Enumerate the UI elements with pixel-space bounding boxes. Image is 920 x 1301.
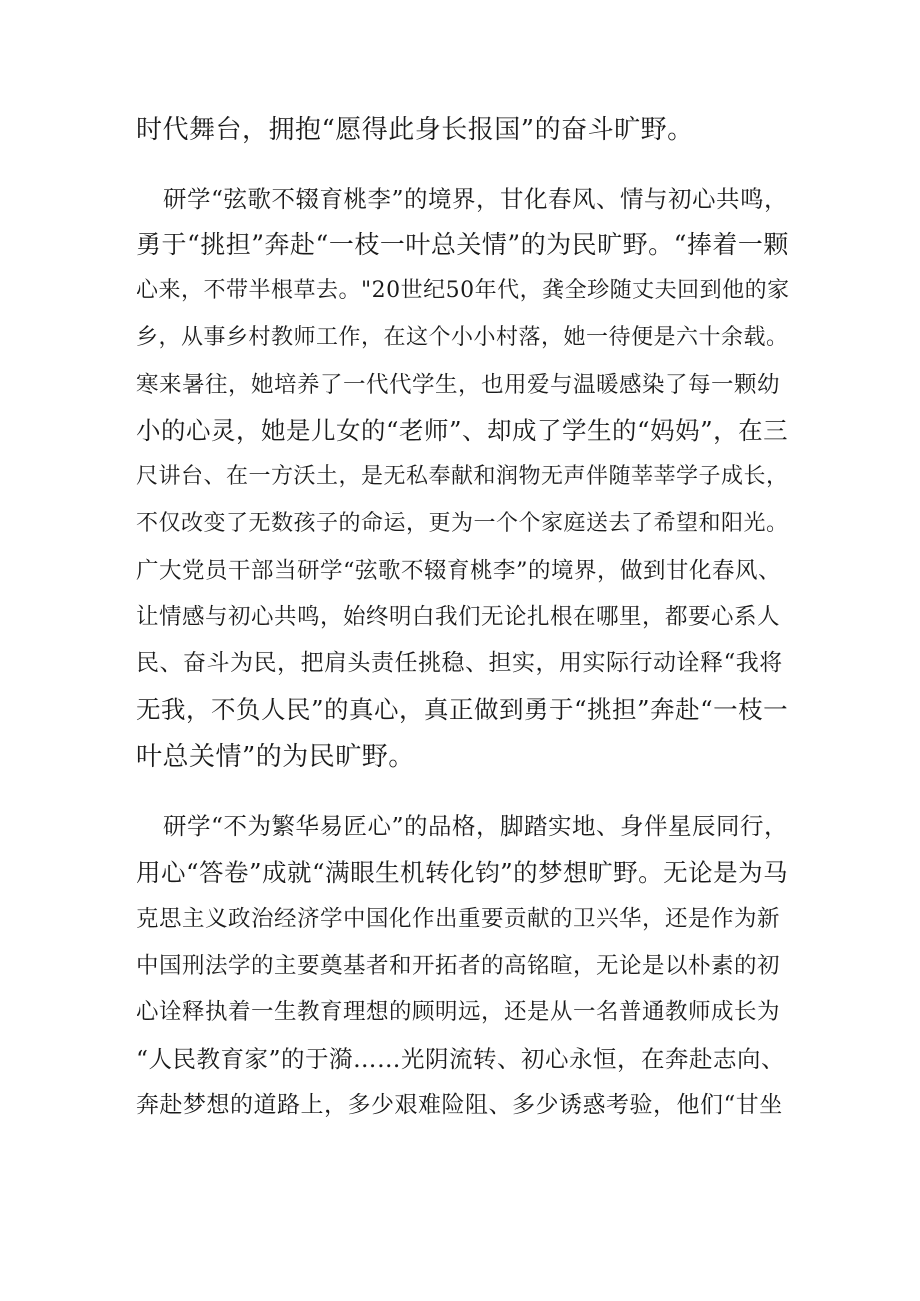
text-line: 民、奋斗为民，把肩头责任挑稳、担实，用实际行动诠释“我将 xyxy=(136,650,783,676)
text-line: 心来，不带半根草去。"20世纪50年代，龚全珍随丈夫回到他的家 xyxy=(136,278,790,303)
text-line: “人民教育家”的于漪……光阴流转、初心永恒，在奔赴志向、 xyxy=(136,1045,786,1073)
text-line: 寒来暑往，她培养了一代代学生，也用爱与温暖感染了每一颗幼 xyxy=(136,372,781,398)
text-line: 小的心灵，她是儿女的“老师”、却成了学生的“妈妈”，在三 xyxy=(136,416,789,445)
paragraph-first-line: 研学“弦歌不辍育桃李”的境界，甘化春风、情与初心共鸣， xyxy=(163,185,789,213)
text-line: 叶总关情”的为民旷野。 xyxy=(136,742,415,772)
text-line: 奔赴梦想的道路上，多少艰难险阻、多少诱惑考验，他们“甘坐 xyxy=(136,1092,783,1118)
text-line: 心诠释执着一生教育理想的顾明远，还是从一名普通教师成长为 xyxy=(136,999,781,1025)
text-line: 广大党员干部当研学“弦歌不辍育桃李”的境界，做到甘化春风、 xyxy=(136,558,782,584)
text-line: 中国刑法学的主要奠基者和开拓者的高铭暄，无论是以朴素的初 xyxy=(136,953,781,979)
text-line: 尺讲台、在一方沃土，是无私奉献和润物无声伴随莘莘学子成长， xyxy=(136,464,789,489)
text-line: 时代舞台，拥抱“愿得此身长报国”的奋斗旷野。 xyxy=(136,115,694,145)
text-line: 勇于“挑担”奔赴“一枝一叶总关情”的为民旷野。“捧着一颗 xyxy=(136,230,789,259)
text-line: 无我，不负人民”的真心，真正做到勇于“挑担”奔赴“一枝一 xyxy=(136,695,789,724)
text-line: 让情感与初心共鸣，始终明白我们无论扎根在哪里，都要心系人 xyxy=(136,604,781,630)
text-line: 克思主义政治经济学中国化作出重要贡献的卫兴华，还是作为新 xyxy=(136,906,781,932)
text-line: 用心“答卷”成就“满眼生机转化钧”的梦想旷野。无论是为马 xyxy=(136,858,789,887)
paragraph-first-line: 研学“不为繁华易匠心”的品格，脚踏实地、身伴星辰同行， xyxy=(163,812,789,840)
text-line: 乡，从事乡村教师工作，在这个小小村落，她一待便是六十余载。 xyxy=(136,325,789,350)
text-line: 不仅改变了无数孩子的命运，更为一个个家庭送去了希望和阳光。 xyxy=(136,511,789,536)
